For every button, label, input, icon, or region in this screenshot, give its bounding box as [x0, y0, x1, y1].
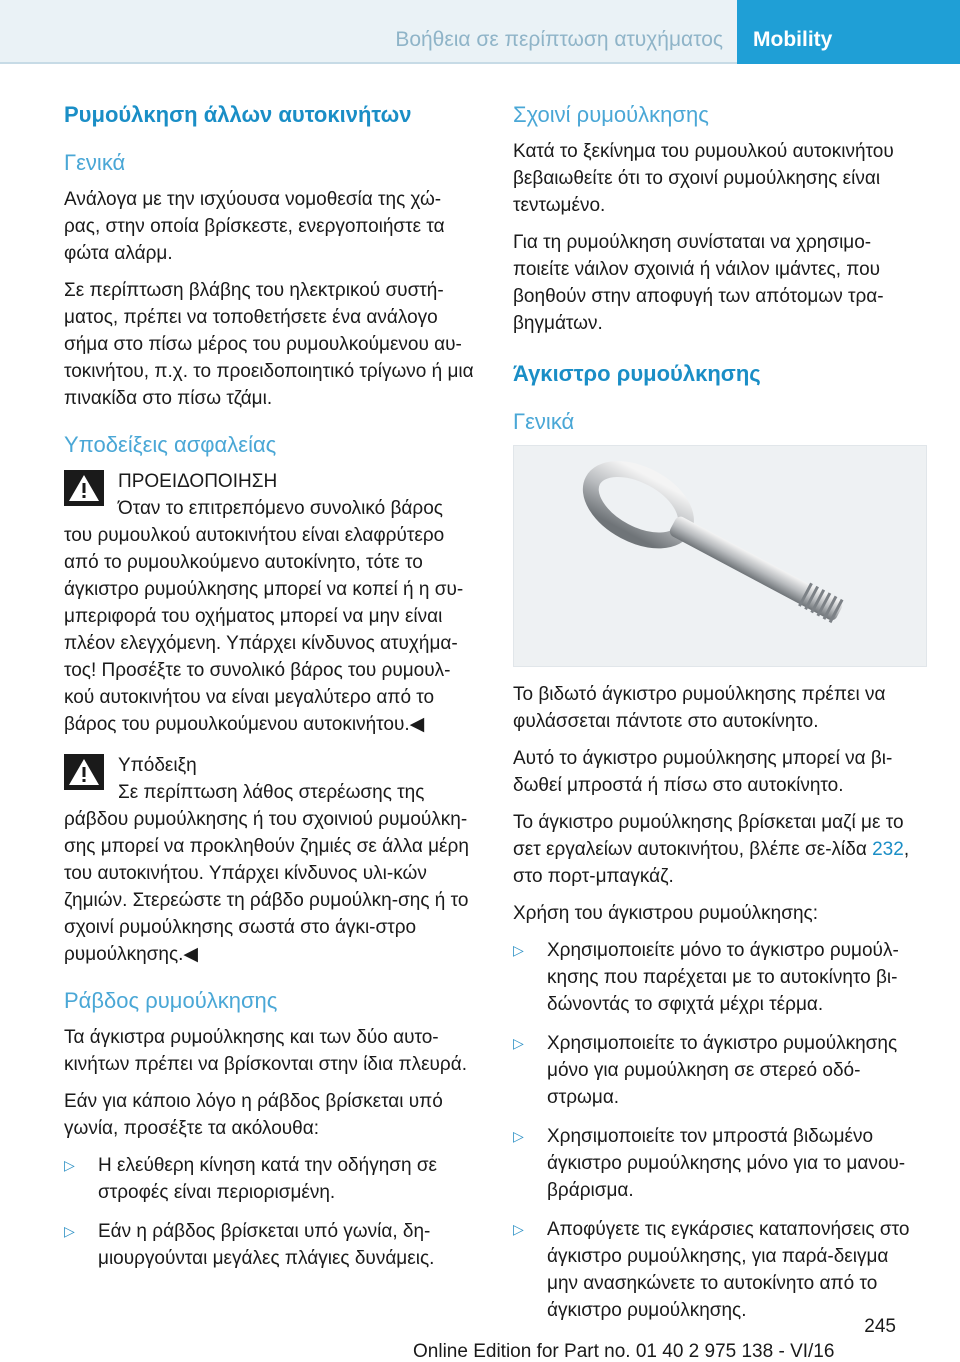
tow-bar-list: [64, 1152, 474, 1272]
list-item: ▷ Χρησιμοποιείτε το άγκιστρο ρυμούλκησης μόνο για ρυμούλκηση σε στερεό οδό-στρωμα.: [513, 1030, 923, 1111]
tow-hook-figure: [513, 445, 927, 667]
warning-block: [64, 468, 474, 738]
notice-block: [64, 752, 474, 968]
page-number: 245: [864, 1316, 896, 1337]
warning-title: ΠΡΟΕΙΔΟΠΟΙΗΣΗ: [118, 471, 278, 492]
subheading-general: Γενικά: [513, 409, 575, 434]
paragraph: Ανάλογα με την ισχύουσα νομοθεσία της χώ-ρας, στην οποία βρίσκεστε, ενεργοποιήστε τα φώτα αλάρμ.: [64, 189, 445, 264]
paragraph: Σε περίπτωση βλάβης του ηλεκτρικού συστή-ματος, πρέπει να τοποθετήσετε ένα ανάλογο σήμα στο πίσω μέρος του ρυμουλκούμενου αυ-τοκινήτου, π.χ. το προειδοποιητικό τρίγωνο ή μια πινακίδα στο πίσω τζάμι.: [64, 280, 474, 409]
section-title-tow-hook: Άγκιστρο ρυμούλκησης: [513, 361, 761, 386]
header-section-bar: [0, 0, 737, 64]
warning-triangle-icon: [64, 754, 104, 790]
list-item: ▷ Η ελεύθερη κίνηση κατά την οδήγηση σε στροφές είναι περιορισμένη.: [64, 1152, 474, 1206]
paragraph: Το βιδωτό άγκιστρο ρυμούλκησης πρέπει να φυλάσσεται πάντοτε στο αυτοκίνητο.: [513, 684, 886, 732]
paragraph: [513, 809, 923, 890]
header-chapter-title: Mobility: [753, 28, 833, 51]
subheading-general: Γενικά: [64, 150, 126, 175]
paragraph: Εάν για κάποιο λόγο η ράβδος βρίσκεται υπό γωνία, προσέξτε τα ακόλουθα:: [64, 1091, 443, 1139]
page-footer: [0, 1314, 960, 1362]
left-column: [64, 100, 474, 1284]
page-reference-link[interactable]: 232: [872, 839, 904, 860]
notice-title: Υπόδειξη: [118, 755, 197, 776]
notice-text: Σε περίπτωση λάθος στερέωσης της ράβδου ρυμούλκησης ή του σχοινιού ρυμούλκη-σης μπορεί να προκληθούν ζημιές σε άλλα μέρη του αυτοκινήτου. Υπάρχει κίνδυνος υλι-κών ζημιών. Στερεώστε τη ράβδο ρυμούλκη-σης ή το σχοινί ρυμούλκησης σωστά στο άγκι-στρο ρυμούλκησης.◀: [64, 782, 469, 965]
right-column: [513, 100, 923, 1336]
header-chapter-tab: [737, 0, 960, 64]
subheading-tow-bar: Ράβδος ρυμούλκησης: [64, 988, 278, 1013]
warning-triangle-icon: [64, 470, 104, 506]
page-header: [0, 0, 960, 64]
tow-hook-list: [513, 937, 923, 1324]
list-item: ▷ Χρησιμοποιείτε μόνο το άγκιστρο ρυμούλ-κησης που παρέχεται με το αυτοκίνητο βι-δώνοντάς το σφιχτά μέχρι τέρμα.: [513, 937, 923, 1018]
list-item: ▷ Αποφύγετε τις εγκάρσιες καταπονήσεις στο άγκιστρο ρυμούλκησης, για παρά-δειγμα μην ανασηκώνετε το αυτοκίνητο από το άγκιστρο ρυμούλκησης.: [513, 1216, 923, 1324]
subheading-safety: Υποδείξεις ασφαλείας: [64, 432, 277, 457]
tow-hook-illustration: [514, 446, 926, 666]
list-item: ▷ Εάν η ράβδος βρίσκεται υπό γωνία, δη-μιουργούνται μεγάλες πλάγιες δυνάμεις.: [64, 1218, 474, 1272]
paragraph-text: , στο πορτ-μπαγκάζ.: [513, 839, 910, 887]
paragraph: Για τη ρυμούλκηση συνίσταται να χρησιμο-ποιείτε νάιλον σχοινιά ή νάιλον ιμάντες, που βοηθούν στην αποφυγή των απότομων τρα-βηγμάτων.: [513, 232, 884, 334]
section-title-towing-others: Ρυμούλκηση άλλων αυτοκινήτων: [64, 102, 412, 127]
edition-note: Online Edition for Part no. 01 40 2 975 138 - VI/16: [413, 1341, 835, 1362]
header-section-title: Βοήθεια σε περίπτωση ατυχήματος: [395, 28, 723, 51]
list-item: ▷ Χρησιμοποιείτε τον μπροστά βιδωμένο άγκιστρο ρυμούλκησης μόνο για το μανου-βράρισμα.: [513, 1123, 923, 1204]
warning-text: Όταν το επιτρεπόμενο συνολικό βάρος του ρυμουλκού αυτοκινήτου είναι ελαφρύτερο από το ρυμουλκούμενο αυτοκίνητο, τότε το άγκιστρο ρυμούλκησης μπορεί να κοπεί ή η συ-μπεριφορά του οχήματος μπορεί να μην είναι πλέον ελεγχόμενη. Υπάρχει κίνδυνος ατυχήμα-τος! Προσέξτε το συνολικό βάρος του ρυμουλ-κού αυτοκινήτου να είναι μεγαλύτερο από το βάρος του ρυμουλκούμενου αυτοκινήτου.◀: [64, 498, 464, 735]
paragraph: Χρήση του άγκιστρου ρυμούλκησης:: [513, 903, 818, 924]
paragraph: Κατά το ξεκίνημα του ρυμουλκού αυτοκινήτου βεβαιωθείτε ότι το σχοινί ρυμούλκησης είναι τεντωμένο.: [513, 141, 894, 216]
paragraph: Αυτό το άγκιστρο ρυμούλκησης μπορεί να βι-δωθεί μπροστά ή πίσω στο αυτοκίνητο.: [513, 748, 893, 796]
subheading-tow-rope: Σχοινί ρυμούλκησης: [513, 102, 709, 127]
paragraph-text: Το άγκιστρο ρυμούλκησης βρίσκεται μαζί με το σετ εργαλείων αυτοκινήτου, βλέπε σε-λίδα: [513, 812, 904, 860]
paragraph: Τα άγκιστρα ρυμούλκησης και των δύο αυτο-κινήτων πρέπει να βρίσκονται στην ίδια πλευρά.: [64, 1027, 468, 1075]
